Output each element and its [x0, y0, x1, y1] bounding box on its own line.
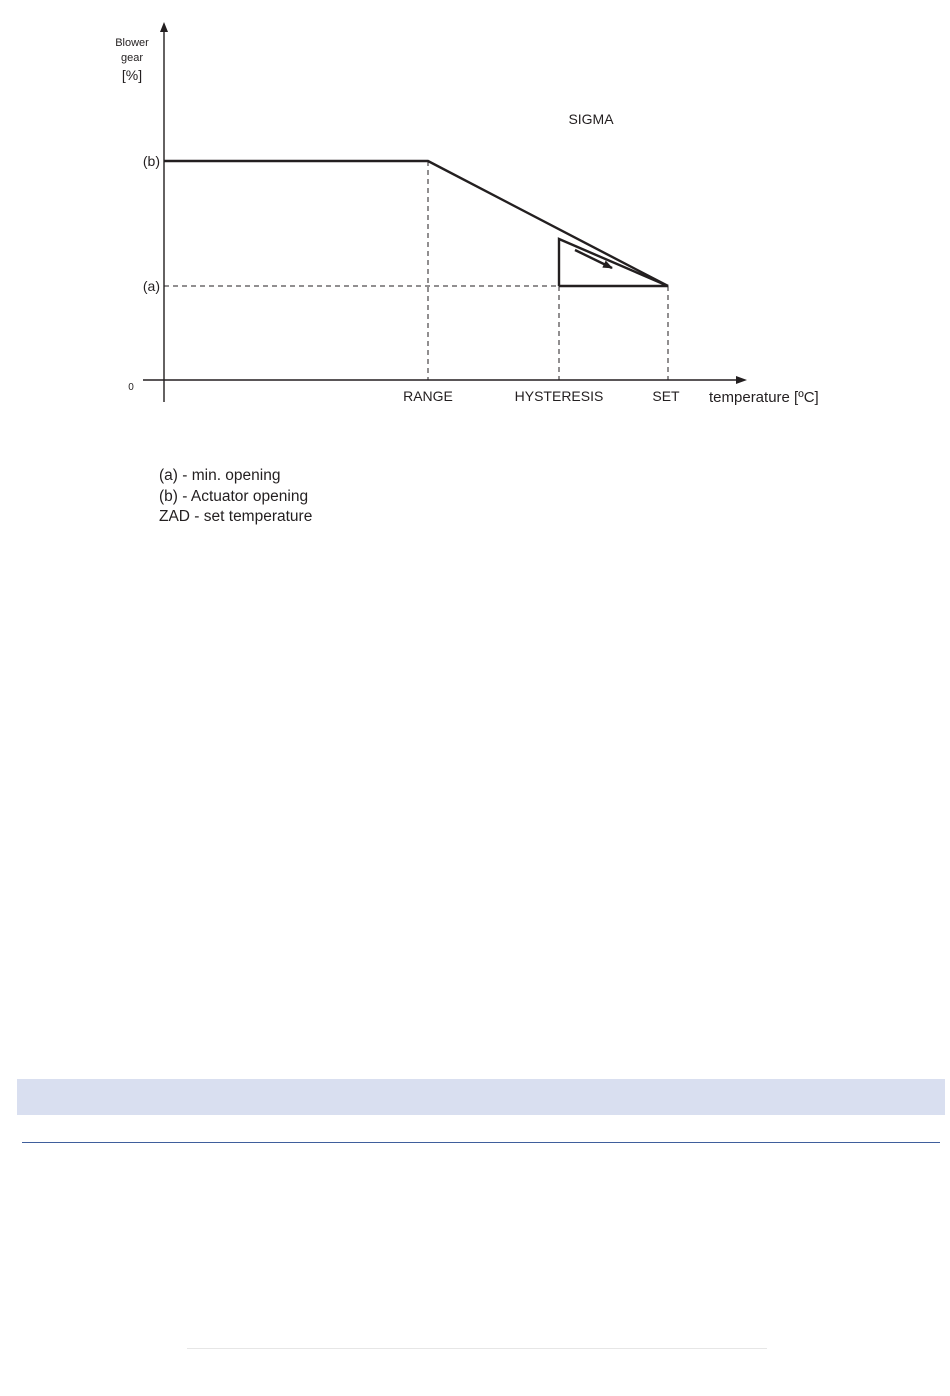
footer-divider [187, 1348, 767, 1349]
legend [159, 466, 312, 528]
legend-item-b: (b) - Actuator opening [159, 487, 309, 505]
section-divider [22, 1142, 940, 1143]
curve-title: SIGMA [568, 111, 614, 127]
x-axis-arrowhead [736, 376, 747, 384]
x-marker-hysteresis: HYSTERESIS [514, 388, 604, 404]
x-marker-set: SET [652, 388, 680, 404]
origin-label: 0 [128, 382, 134, 393]
x-axis-label: temperature [ºC] [709, 389, 819, 406]
level-label-a: (a) [142, 278, 160, 294]
y-axis-arrowhead [160, 22, 168, 32]
curve-line [164, 161, 668, 286]
x-marker-range: RANGE [403, 388, 453, 404]
legend-item-a: (a) - min. opening [159, 467, 281, 484]
section-header-band [17, 1079, 945, 1115]
y-axis-label-line-2: gear [120, 52, 144, 64]
level-label-b: (b) [142, 153, 160, 169]
y-axis-label-line-3: [%] [121, 67, 143, 83]
y-axis-label-line-1: Blower [115, 37, 149, 49]
hysteresis-triangle [559, 239, 668, 286]
sigma-diagram [0, 0, 950, 560]
legend-item-zad: ZAD - set temperature [159, 508, 313, 525]
